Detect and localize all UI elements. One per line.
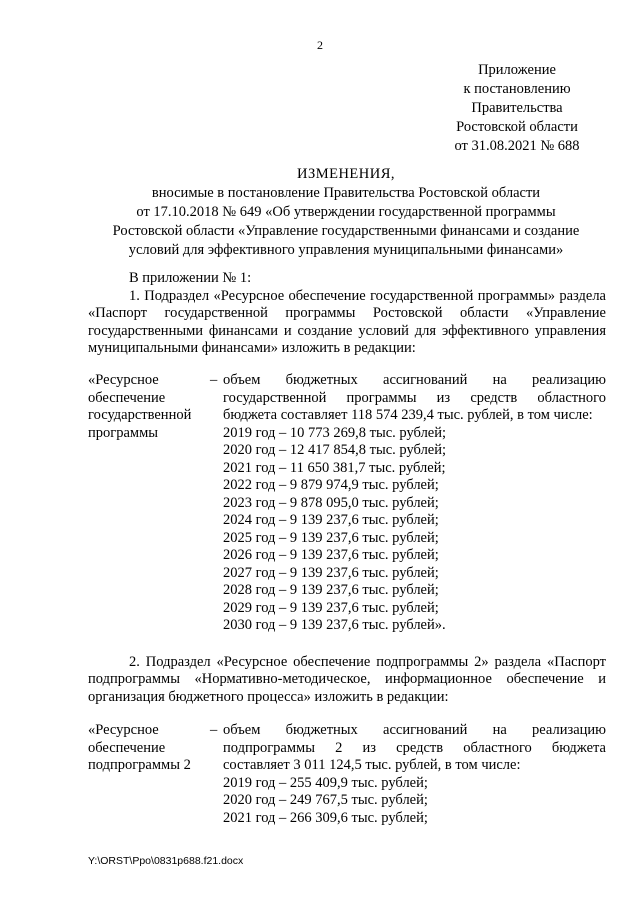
- year-line: 2023 год – 9 878 095,0 тыс. рублей;: [223, 494, 439, 511]
- page-number: 2: [317, 38, 323, 52]
- funding-total: составляет 3 011 124,5 тыс. рублей, в том числе:: [223, 757, 521, 773]
- section-label: «Ресурсное обеспечение государственной программы: [88, 372, 192, 441]
- appendix-block: [442, 61, 592, 156]
- year-line: 2026 год – 9 139 237,6 тыс. рублей;: [223, 547, 439, 563]
- year-line: 2021 год – 266 309,6 тыс. рублей;: [223, 809, 428, 826]
- appendix-line: к постановлению: [463, 81, 571, 97]
- appendix-line: Ростовской области: [456, 119, 578, 135]
- year-line: 2021 год – 11 650 381,7 тыс. рублей;: [223, 459, 446, 476]
- year-line: 2020 год – 12 417 854,8 тыс. рублей;: [223, 442, 447, 458]
- title-line: вносимые в постановление Правительства Ростовской области: [151, 185, 541, 201]
- funding-lead: объем бюджетных ассигнований на реализацию государственной программы из средств областного: [223, 372, 606, 406]
- section-dash: –: [210, 372, 218, 388]
- funding-lead: объем бюджетных ассигнований на реализацию подпрограммы 2 из средств областного бюджета: [223, 722, 606, 756]
- section-label: «Ресурсное обеспечение подпрограммы 2: [88, 722, 191, 773]
- section-content: [223, 722, 606, 827]
- title-line: Ростовской области «Управление государственными финансами и создание: [112, 223, 580, 239]
- item-2-paragraph: 2. Подраздел «Ресурсное обеспечение подпрограммы 2» раздела «Паспорт подпрограммы «Нормативно-методическое, информационное обеспечение и организация бюджетного процесса» изложить в редакции:: [88, 654, 606, 705]
- year-line: 2027 год – 9 139 237,6 тыс. рублей;: [223, 564, 439, 581]
- year-line: 2020 год – 249 767,5 тыс. рублей;: [223, 792, 428, 808]
- intro-paragraph: В приложении № 1:: [129, 270, 252, 286]
- funding-total: бюджета составляет 118 574 239,4 тыс. рублей, в том числе:: [223, 407, 593, 423]
- section-dash: –: [210, 722, 218, 738]
- appendix-line: Правительства: [471, 100, 563, 116]
- section-content: [223, 372, 606, 635]
- appendix-line: Приложение: [478, 62, 556, 78]
- appendix-line: от 31.08.2021 № 688: [454, 138, 580, 154]
- year-line: 2019 год – 10 773 269,8 тыс. рублей;: [223, 424, 447, 441]
- year-line: 2025 год – 9 139 237,6 тыс. рублей;: [223, 529, 439, 546]
- item-1-paragraph: 1. Подраздел «Ресурсное обеспечение государственной программы» раздела «Паспорт государственной программы Ростовской области «Управление государственными финансами и создание условий для эффективного управления муниципальными финансами» изложить в редакции:: [88, 288, 606, 357]
- title-line: от 17.10.2018 № 649 «Об утверждении государственной программы: [136, 204, 556, 220]
- file-path-footer: Y:\ORST\Ppo\0831p688.f21.docx: [88, 855, 244, 867]
- year-line: 2024 год – 9 139 237,6 тыс. рублей;: [223, 512, 439, 528]
- year-line: 2019 год – 255 409,9 тыс. рублей;: [223, 774, 428, 791]
- year-line: 2022 год – 9 879 974,9 тыс. рублей;: [223, 477, 439, 493]
- title-heading: ИЗМЕНЕНИЯ,: [296, 166, 396, 182]
- title-line: условий для эффективного управления муниципальными финансами»: [128, 242, 564, 258]
- year-line: 2028 год – 9 139 237,6 тыс. рублей;: [223, 582, 439, 598]
- year-line: 2029 год – 9 139 237,6 тыс. рублей;: [223, 599, 439, 616]
- year-line: 2030 год – 9 139 237,6 тыс. рублей».: [223, 617, 446, 633]
- document-title: [96, 165, 596, 260]
